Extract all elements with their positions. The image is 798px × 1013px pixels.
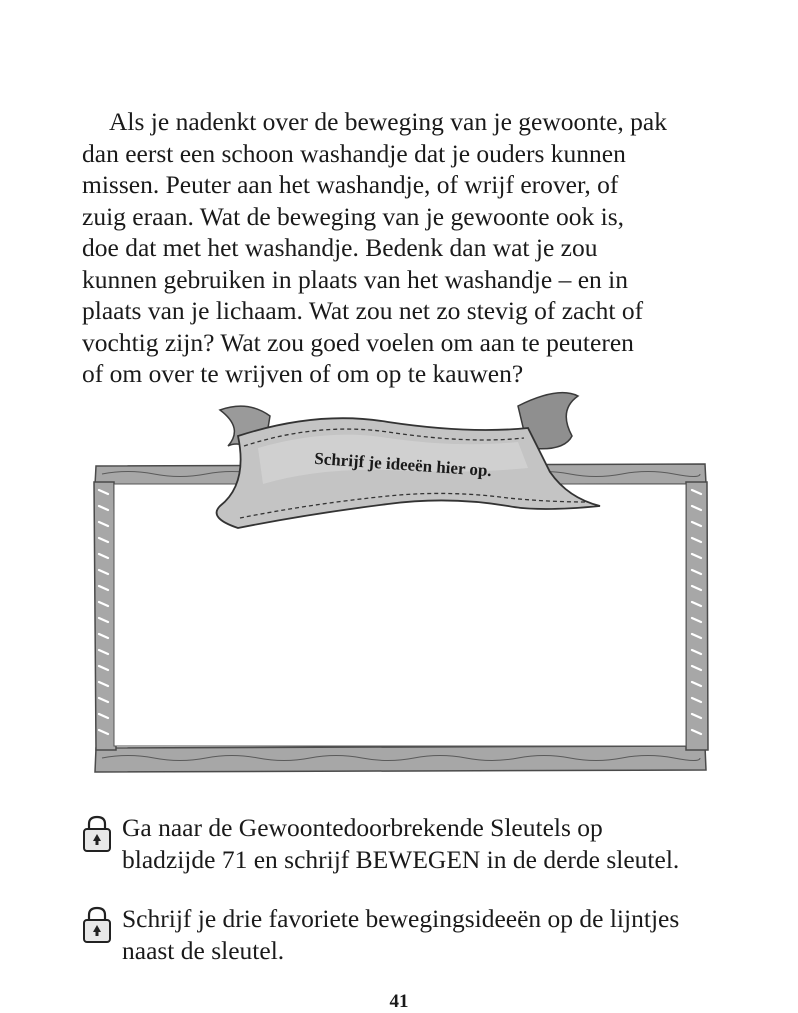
paragraph-line: kunnen gebruiken in plaats van het washandje – en in: [82, 264, 628, 294]
paragraph-line: plaats van je lichaam. Wat zou net zo stevig of zacht of: [82, 296, 644, 325]
lock-icon: [80, 905, 114, 945]
instruction-item: [80, 812, 740, 875]
paragraph-line: of om over te wrijven of om op te kauwen?: [82, 359, 524, 388]
instruction-text: [80, 903, 740, 966]
paragraph-line: Als je nadenkt over de beweging van je gewoonte, pak: [109, 107, 667, 136]
instruction-line: Schrijf je drie favoriete bewegingsideeën op de lijntjes: [122, 904, 680, 933]
instruction-item: [80, 903, 740, 966]
writing-box[interactable]: [88, 388, 713, 780]
paragraph-line: doe dat met het washandje. Bedenk dan wat je zou: [82, 233, 598, 262]
paragraph-line: dan eerst een schoon washandje dat je ouders kunnen: [82, 138, 626, 168]
instruction-line: naast de sleutel.: [122, 935, 285, 965]
banner-label: Schrijf je ideeën hier op.: [313, 448, 493, 481]
instruction-text: [80, 812, 740, 875]
paragraph-line: zuig eraan. Wat de beweging van je gewoonte ook is,: [82, 201, 625, 231]
writing-box-frame: [88, 388, 713, 780]
paragraph-line: missen. Peuter aan het washandje, of wrijf erover, of: [82, 170, 619, 199]
paragraph-line: vochtig zijn? Wat zou goed voelen om aan te peuteren: [82, 327, 634, 357]
body-paragraph: [82, 106, 732, 390]
lock-icon: [80, 814, 114, 854]
page-number: 41: [389, 991, 409, 1012]
instruction-line: Ga naar de Gewoontedoorbrekende Sleutels op: [122, 813, 603, 842]
instruction-line: bladzijde 71 en schrijf BEWEGEN in de derde sleutel.: [122, 844, 680, 874]
